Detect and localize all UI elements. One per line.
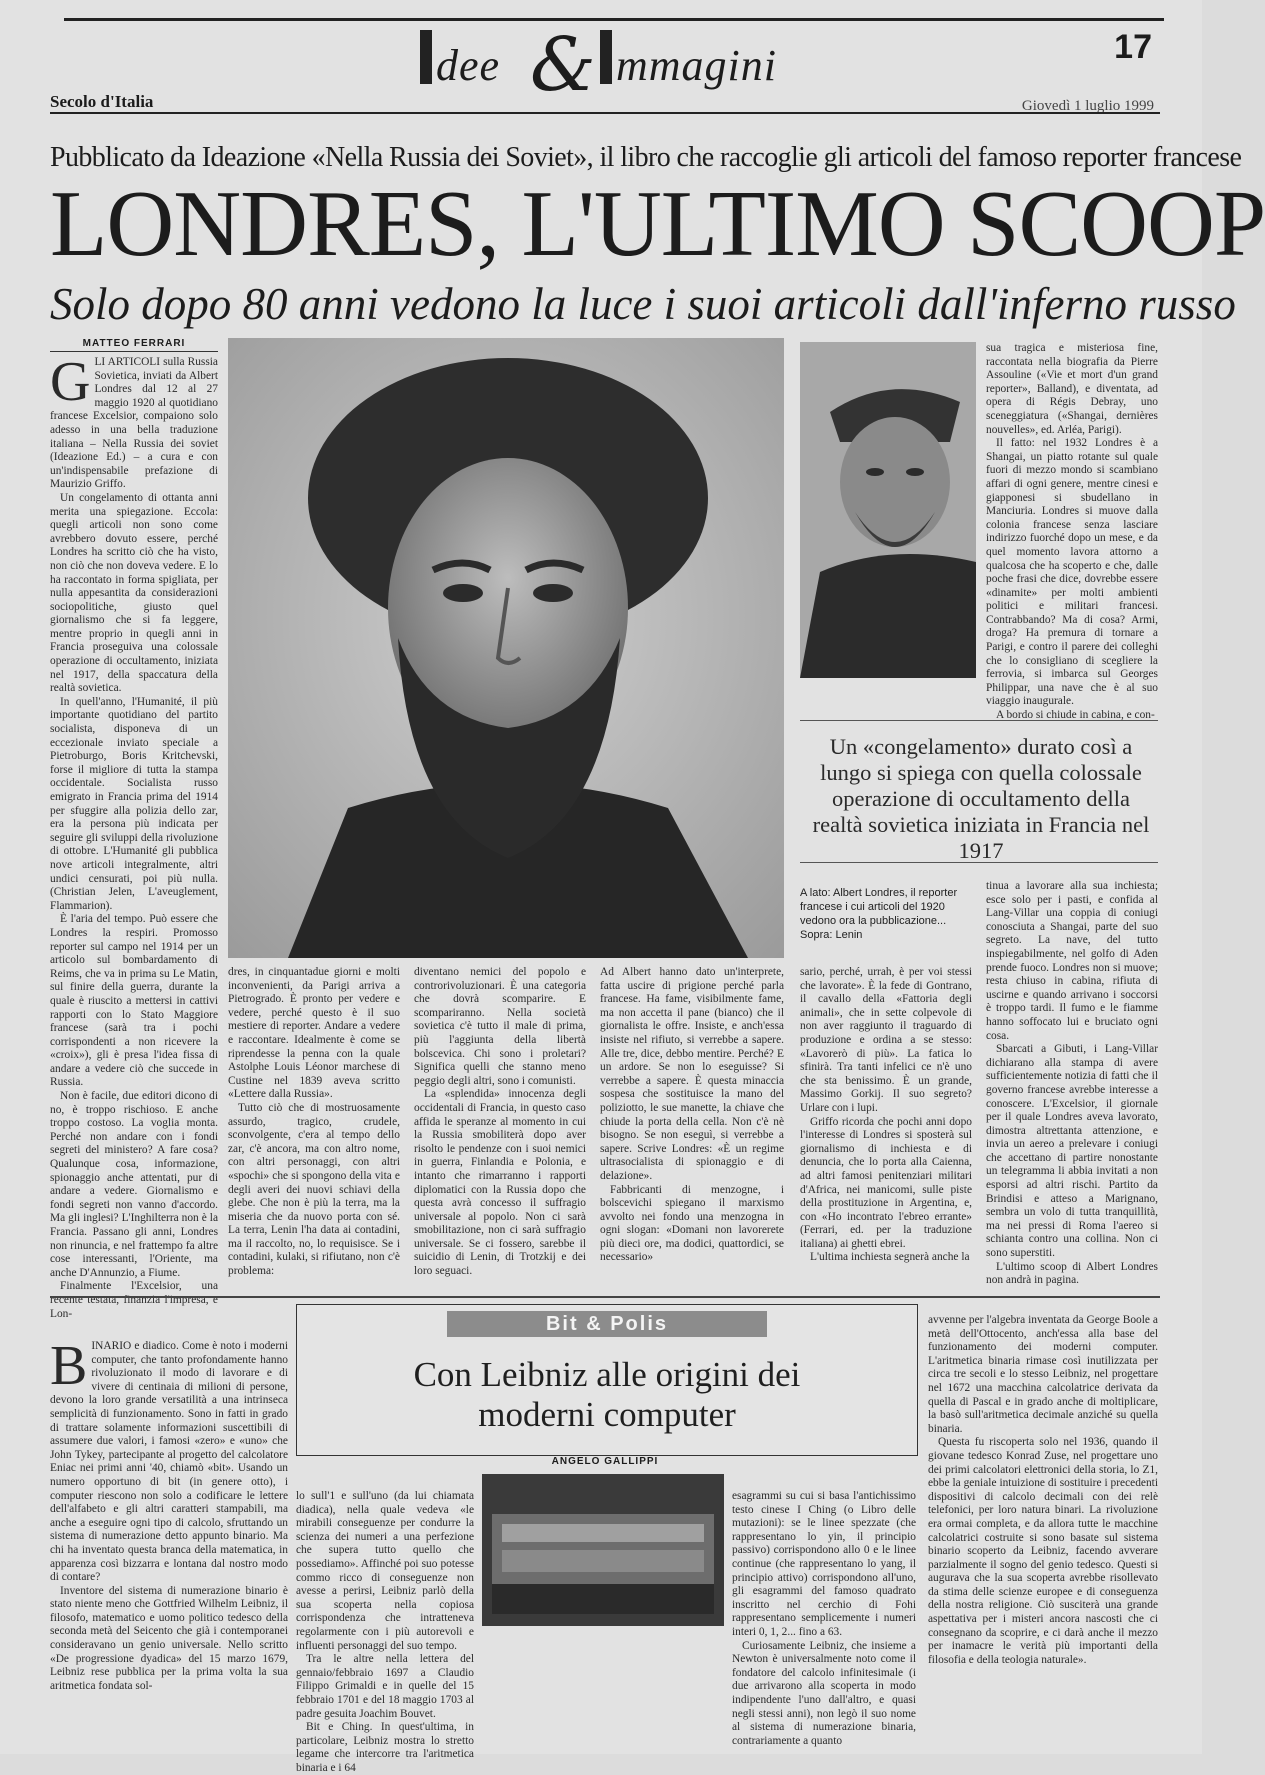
col1-paragraph: Un congelamento di ottanta anni merita una spiegazione. Eccola: quegli articoli non sono come avrebbero dovuto essere, perché Londres ha scritto ciò che ha visto, non ciò che non doveva vedere. E lo ha raccontato in forma spigliata, per nulla appesantita da considerazioni sociopolitiche, giusto quel giornalismo che si fa leggere, mentre proprio in quegli anni in Francia proseguiva una colossale operazione di occultamento, iniziata nel 1917, della spaccatura della realtà sovietica. [50,491,218,695]
dropcap-b: B [50,1335,88,1397]
col2-paragraph: dres, in cinquantadue giorni e molti inconvenienti, da Parigi arriva a Pietrogrado. È pronto per vedere e vedere, perché questo è il suo mestiere di reporter. Andare a vedere e raccontare. Idealmente è come se riprendesse la penna con la quale Astolphe Louis Léonor marchese di Custine nel 1839 aveva scritto «Lettere dalla Russia». [228,966,400,1101]
article-column-1 [50,351,218,1320]
bitpolis-byline: ANGELO GALLIPPI [551,1456,659,1467]
bitpolis-tag: Bit & Polis [447,1311,767,1337]
article-byline: MATTEO FERRARI [50,338,218,352]
col1-paragraph: Non è facile, due editori dicono di no, è troppo rischioso. E anche troppo costoso. La voglia monta. Perché non andare con i fondi segreti del ministero? A fare cosa? Qualunque cosa, informazione, spionaggio anche attentati, pur di andare a vedere. Giornalismo e fondi segreti non vanno d'accordo. Ma gli inglesi? L'Inghilterra non è la Francia. Passano gli anni, Londres non rinuncia, e nel frattempo fa altre cose interessanti, l'Oriente, ma anche D'Annunzio, a Fiume. [50,1090,218,1279]
col4-paragraph: Fabbricanti di menzogne, i bolscevichi spiegano il marxismo avvolto nei fondo una menzogna in ogni slogan: «Domani non lavorerete più dieci ore, ma dodici, quattordici, se necessario» [600,1183,784,1264]
portrait-graphic [228,338,784,958]
computer-photo [482,1474,724,1626]
page-number: 17 [1114,28,1152,66]
section-bar-i2 [600,30,612,84]
section-header [420,22,800,108]
bitpolis-column-4 [928,1314,1158,1740]
col3-paragraph: diventano nemici del popolo e controrivoluzionari. È una categoria che dovrà scomparire. E scompariranno. Nella società sovietica c'è tutto il male di prima, più l'aggiunta della libertà bolscevica. Chi sono i proletari? Significa quelli che stanno meno peggio degli altri, sono i comunisti. [414,966,586,1087]
article-column-2 [228,966,400,1276]
lenin-graphic [800,342,976,678]
col4-paragraph: Ad Albert hanno dato un'interprete, fatta uscire di prigione perché parla francese. Ha fame, visibilmente fame, ma non accetta il pane (bianco) che il giornalista le offre. Insiste, e anch'essa insiste nel rifiuto, si verrebbe a sapere. Alle tre, dice, debbo mentire. Perché? E un ardore. Se non lo eseguisse? Si verrebbe a sapere. È questa minaccia sospesa che sostituisce la mano del poliziotto, le sue manette, la chiave che chiude la porta della cella. Non c'è nè bisogno. Se non eseguì, si verrebbe a sapere. Scrive Londres: «È un regime ultrasocialista di spionaggio e di delazione». [600,966,784,1182]
publication-date: Giovedì 1 luglio 1999 [1021,98,1154,114]
col3-paragraph: La «splendida» innocenza degli occidentali di Francia, in questo caso affida le speranze al momento in cui la Russia smobiliterà dopo aver risolto le pendenze con i suoi nemici in guerra, Finlandia e Polonia, e intanto che rimarranno i rapporti diplomatici con la Russia dopo che questa avrà concesso il suffragio universale al popolo. Non ci sarà smobilitazione, non ci sarà suffragio universale. Se ci fossero, sarebbe il suicidio di Lenin, di Trotzkij e dei loro seguaci. [414,1088,586,1278]
bitpolis-header-box [296,1304,918,1456]
col1-paragraph: Finalmente l'Excelsior, una recente testata, finanzia l'impresa, e Lon- [50,1280,218,1320]
col6b-paragraph: tinua a lavorare alla sua inchiesta; esce solo per i pasti, e confida al Lang-Villar una coppia di coniugi conosciuta a Shangai, parte del suo segreto. La nave, del tutto inspiegabilmente, nel golfo di Aden prende fuoco. Londres non si muove; resta chiuso in cabina, rifiuta di uscirne e quando arrivano i soccorsi è troppo tardi. Il fumo e le fiamme hanno soffocato lui e bruciato ogni cosa. [986,880,1158,1042]
bp-col2-paragraph: Tra le altre nella lettera del gennaio/febbraio 1697 a Claudio Filippo Grimaldi e in quelle del 15 febbraio 1701 e del 18 maggio 1703 al padre gesuita Joachim Bouvet. [296,1653,474,1720]
section-word-right: mmagini [616,41,777,90]
bp-col3-paragraph: Curiosamente Leibniz, che insieme a Newton è universalmente noto come il fondatore del calcolo infinitesimale (i due arrivarono alla scoperta in modo indipendente l'uno dall'altro, e quasi negli stessi anni), non legò il suo nome al sistema di numerazione binaria, contrariamente a quanto [732,1639,916,1747]
pull-quote-rule-bottom [800,862,1158,863]
col2-paragraph: Tutto ciò che di mostruosamente assurdo, tragico, crudele, sconvolgente, c'era al tempo dello zar, c'è ancora, ma con altro nome, con altri personaggi, con altri «spochi» che si spongono della vita e degli averi dei nuovi schiavi della glebe. Che non è più la terra, ma la miseria che da nuovo porta con sé. La terra, Lenin l'ha data ai contadini, ma il raccolto, no, lo requisisce. Se i contadini, kulaki, si rifiutano, non c'è problema: [228,1101,400,1278]
section-word-left: dee [436,41,501,90]
col6-paragraph: sua tragica e misteriosa fine, raccontata nella biografia da Pierre Assouline («Vie et mort d'un grand reporter», Balland), e diventata, ad opera di Régis Debray, uno sceneggiatura («Shangai, dernières nouvelles», ed. Arléa, Parigi). [986,342,1158,436]
section-bar-i [420,30,432,84]
article-column-3 [414,966,586,1276]
albert-londres-photo [228,338,784,958]
col5-paragraph: L'ultima inchiesta segnerà anche la [810,1251,970,1264]
article-column-6-top [986,342,1158,722]
bitpolis-column-3 [732,1490,916,1747]
article-column-5 [800,966,972,1276]
section-ampersand: & [530,22,596,108]
article-column-4 [600,966,784,1276]
col1-paragraph: In quell'anno, l'Humanité, il più importante quotidiano del partito socialista, disponeva di un eccezionale inviato speciale a Pietroburgo, Boris Kritchevski, forse il migliore di tutta la stampa occidentale. Socialista russo emigrato in Francia prima del 1914 per sfuggire alla polizia dello zar, era la persona più indicata per seguire gli sviluppi della rivoluzione di ottobre. L'Humanité gli pubblica nove articoli integralmente, altri undici censurati, poi più nulla. (Christian Jelen, L'aveuglement, Flammarion). [50,695,218,912]
dropcap-g: G [50,351,91,413]
pull-quote-rule-top [800,720,1158,721]
article-subheadline: Solo dopo 80 anni vedono la luce i suoi articoli dall'inferno russo [50,279,1236,329]
bp-col1-paragraph: Inventore del sistema di numerazione binario è stato niente meno che Gottfried Wilhelm Leibniz, il filosofo, matematico e uomo politico tedesco della seconda metà del Seicento che già i contemporanei consideravano un genio universale. Nello scritto «De progressione dyadica» del 15 marzo 1679, Leibniz rese pubblica per la prima volta la sua aritmetica fondata sol- [50,1584,288,1692]
paper-name: Secolo d'Italia [50,92,154,111]
bp-col1-paragraph: INARIO e diadico. Come è noto i moderni computer, che tanto profondamente hanno rivoluzionato il modo di lavorare e di vivere di centinaia di milioni di persone, devono la loro grande versatilità a una intrinseca semplicità di funzionamento. Sono in fatti in grado di trattare solamente informazioni suscettibili di assumere due valori, i famosi «zero» e «uno» che John Tykey, partecipante al progetto del calcolatore Eniac nei primi anni '40, chiamò «bit». Usando un numero opportuno di bit (in genere otto), i computer riescono non solo a codificare le lettere dell'alfabeto e gli altri caratteri stampabili, ma anche a eseguire ogni tipo di calcolo, sfruttando un sistema di numerazione detto appunto binario. Ma chi ha inventato questa branca della matematica, in apparenza così bizzarra e lontana dal nostro modo di contare? [50,1340,288,1584]
col6b-paragraph: L'ultimo scoop di Albert Londres non andrà in pagina. [986,1260,1158,1287]
bitpolis-column-2 [296,1490,474,1774]
masthead-rule [50,112,1160,114]
article-headline: LONDRES, L'ULTIMO SCOOP [50,172,1265,276]
top-rule [64,18,1164,21]
bp-col2-paragraph: lo sull'1 e sull'uno (da lui chiamata diadica), nella quale vedeva «le mirabili conseguenze per condurre la scienza dei numeri a una perfezione che supera tutto quello che possediamo». Affinché poi suo potesse commo ricco di conseguenze non avesse a perirsi, Leibniz parlò della sua scoperta nella copiosa corrispondenza che intratteneva regolarmente con i più autorevoli e influenti personaggi del suo tempo. [296,1490,474,1652]
bitpolis-column-1 [50,1335,288,1740]
photo-caption: A lato: Albert Londres, il reporter francese i cui articoli del 1920 vedono ora la pubblicazione... Sopra: Lenin [800,887,958,941]
col6-paragraph: Il fatto: nel 1932 Londres è a Shangai, un piatto rotante sul quale fuori di mezzo mondo si scambiano affari di ogni genere, mentre cinesi e giapponesi si sbudellano in Manciuria. Londres si muove dalla colonia francese senza lasciare indirizzo fuorché dopo un mese, e da quel momento lavora attorno a qualcosa che ha scoperto e che, dalle poche frasi che dice, dovrebbe essere «dinamite» per molti ambienti politici e militari francesi. Contrabbando? Ma di cosa? Armi, droga? Ha premura di tornare a Parigi, e contro il parere dei colleghi che lo consigliano di scegliere la ferrovia, si imbarca sul Georges Philippar, una nave che è al suo viaggio inaugurale. [986,437,1158,708]
col1-paragraph: È l'aria del tempo. Può essere che Londres la respiri. Promosso reporter sul campo nel 1914 per un articolo sul bombardamento di Reims, che va in prima su Le Matin, sul finire della guerra, durante la quale è riuscito a mettersi in cattivi rapporti con lo Stato Maggiore francese (sarà tra i pochi corrispondenti a non ricevere la «croix»), gli è presa l'idea fissa di andare a vedere ciò che succede in Russia. [50,913,218,1089]
bp-col2-paragraph: Bit e Ching. In quest'ultima, in particolare, Leibniz mostra lo stretto legame che intercorre tra l'aritmetica binaria e i 64 [296,1721,474,1774]
col6-paragraph: A bordo si chiude in cabina, e con- [996,709,1155,722]
col1-paragraph: LI ARTICOLI sulla Russia Sovietica, inviati da Albert Londres dal 12 al 27 maggio 1920 al quotidiano francese Excelsior, compaiono solo adesso in una bella traduzione italiana – Nella Russia dei soviet (Ideazione Ed.) – a cura e con un'indispensabile prefazione di Maurizio Griffo. [50,356,218,491]
col5-paragraph: Griffo ricorda che pochi anni dopo l'interesse di Londres si sposterà sul giornalismo di inchiesta e di denuncia, che lo porta alla Caienna, ad altri famosi penitenziari militari d'Africa, nei manicomi, sulle piste della prostituzione in Argentina, e, con «Ho incontrato l'ebreo errante» (Ferrari, ed. per la traduzione italiana) ai ghetti ebrei. [800,1115,972,1250]
col6b-paragraph: Sbarcati a Gibuti, i Lang-Villar dichiarano alla stampa di avere sufficientemente notizia di fatti che il governo francese avrebbe interesse a conoscere. L'Excelsior, il giornale per il quale Londres aveva lavorato, dimostra altrettanta attenzione, e invia un aereo a prelevare i coniugi che accettano di partire nonostante un telegramma li abbia invitati a non esporsi ad altri rischi. Partito da Brindisi e atteso a Marignano, sembra un volo di tutta tranquillità, ma nei pressi di Roma l'aereo si schianta contro una collina. Non ci sono superstiti. [986,1043,1158,1260]
computer-graphic [482,1474,724,1626]
bp-col3-paragraph: esagrammi su cui si basa l'antichissimo testo cinese I Ching (o Libro delle mutazioni): se le linee spezzate (che rappresentano lo yin, il principio passivo) corrispondono allo 0 e le linee continue (che rappresentano lo yang, il principio attivo) corrispondono all'uno, gli esagrammi del famoso quadrato inscritto nel cerchio di Fohi rappresentano semplicemente i numeri interi 0, 1, 2... fino a 63. [732,1490,916,1638]
section-divider [50,1296,1160,1298]
col5-paragraph: sario, perché, urrah, è per voi stessi che lavorate». È la fede di Gontrano, il cavallo della «Fattoria degli animali», che in sette colpevole di non aver raggiunto il traguardo di produzione e ordina a se stesso: «Lavorerò di più». La fatica lo sfinirà. Tra tanti infelici ce n'è uno che sta benissimo. È un grande, Massimo Gorkij. Il suo segreto? Urlare con i lupi. [800,966,972,1114]
bitpolis-title: Con Leibniz alle origini dei moderni computer [413,1355,801,1434]
article-column-6-bottom [986,880,1158,1287]
bp-col4-paragraph: Questa fu riscoperta solo nel 1936, quando il giovane tedesco Konrad Zuse, nel progettare uno dei primi calcolatori elettronici della storia, lo Z1, ebbe la geniale intuizione di sostituire i precedenti dispositivi di calcolo decimali con dei relè telefonici, per loro natura binari. La rivoluzione era ormai completa, e da allora tutte le macchine calcolatrici costruite si sono basate sul sistema binario scoperto da Leibniz, facendo avverare parzialmente il sogno del genio tedesco. Questi si augurava che la sua scoperta avrebbe risollevato da stima delle scienze europee e di conseguenza della nostra religione. Ciò susciterà una grande aspettativa per i misteri ancora nascosti che ci consegnano da scoprire, e ci darà anche il mezzo per inamacre le verità più importanti della filosofia e della teologia naturale». [928,1436,1158,1666]
article-kicker: Pubblicato da Ideazione «Nella Russia dei Soviet», il libro che raccoglie gli articoli del famoso reporter francese [50,142,1242,173]
pull-quote: Un «congelamento» durato così a lungo si spiega con quella colossale operazione di occultamento della realtà sovietica iniziata in Francia nel 1917 [812,734,1150,863]
bp-col4-paragraph: avvenne per l'algebra inventata da George Boole a metà dell'Ottocento, anch'essa alla base del funzionamento dei moderni computer. L'aritmetica binaria rimase così inutilizzata per circa tre secoli e lo stesso Leibniz, nel progettare nel 1672 una macchina calcolatrice derivata da quella di Pascal e in grado anche di moltiplicare, la basò sull'aritmetica decimale anziché su quella binaria. [928,1314,1158,1435]
lenin-photo [800,342,976,678]
